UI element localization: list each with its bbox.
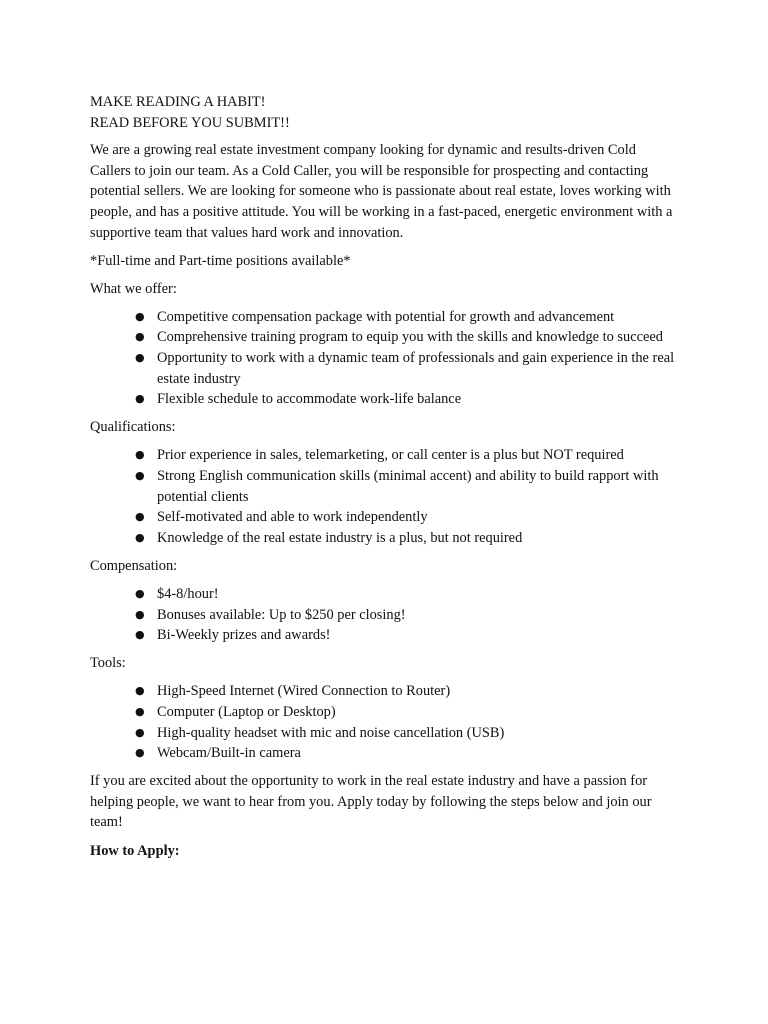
- tools-list: [90, 681, 678, 763]
- intro-paragraph: We are a growing real estate investment company looking for dynamic and results-driven Cold Callers to join our team. As a Cold Caller, you will be responsible for prospecting and contacting potential sellers. We are looking for someone who is passionate about real estate, loves working with people, and has a positive attitude. You will be working in a fast-paced, energetic environment with a supportive team that values hard work and innovation.: [90, 142, 673, 241]
- list-item: ● High-Speed Internet (Wired Connection to Router): [157, 681, 678, 702]
- offer-list: [90, 307, 678, 410]
- list-item: ● Opportunity to work with a dynamic team of professionals and gain experience in the real estate industry: [157, 348, 678, 389]
- list-item: ● Comprehensive training program to equip you with the skills and knowledge to succeed: [157, 327, 678, 348]
- document-heading: [90, 92, 678, 133]
- compensation-list: [90, 584, 678, 646]
- heading-line-1: MAKE READING A HABIT!: [90, 94, 266, 110]
- list-item: ● Bonuses available: Up to $250 per closing!: [157, 605, 678, 626]
- closing-paragraph: If you are excited about the opportunity to work in the real estate industry and have a passion for helping people, we want to hear from you. Apply today by following the steps below and join our team!: [90, 773, 652, 831]
- list-item: ● Competitive compensation package with potential for growth and advancement: [157, 307, 678, 328]
- how-to-apply-heading: How to Apply:: [90, 842, 180, 859]
- list-item: ● $4-8/hour!: [157, 584, 678, 605]
- list-item: ● Self-motivated and able to work independently: [157, 507, 678, 528]
- list-item: ● Webcam/Built-in camera: [157, 743, 678, 764]
- list-item: ● Bi-Weekly prizes and awards!: [157, 625, 678, 646]
- qualifications-list: [90, 445, 678, 548]
- list-item: ● Prior experience in sales, telemarketing, or call center is a plus but NOT required: [157, 445, 678, 466]
- list-item: ● Computer (Laptop or Desktop): [157, 702, 678, 723]
- list-item: ● Knowledge of the real estate industry is a plus, but not required: [157, 528, 678, 549]
- offer-label: What we offer:: [90, 280, 177, 297]
- list-item: ● High-quality headset with mic and noise cancellation (USB): [157, 723, 678, 744]
- qualifications-label: Qualifications:: [90, 419, 176, 436]
- list-item: ● Strong English communication skills (minimal accent) and ability to build rapport with potential clients: [157, 466, 678, 507]
- compensation-label: Compensation:: [90, 557, 178, 574]
- availability-note: *Full-time and Part-time positions available*: [90, 252, 351, 269]
- heading-line-2: READ BEFORE YOU SUBMIT!!: [90, 114, 290, 131]
- tools-label: Tools:: [90, 655, 126, 672]
- list-item: ● Flexible schedule to accommodate work-life balance: [157, 389, 678, 410]
